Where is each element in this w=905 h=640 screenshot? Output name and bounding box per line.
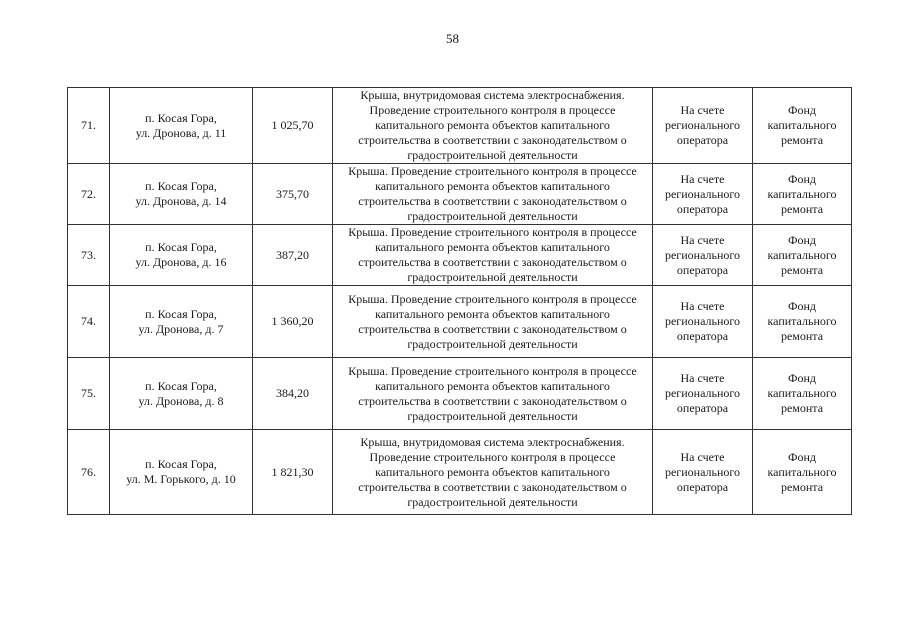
works-line: Крыша, внутридомовая система электроснабжения. — [360, 434, 625, 449]
works-line: Проведение строительного контроля в процессе — [369, 449, 616, 464]
works-line: строительства в соответствии с законодательством о — [358, 479, 627, 494]
account-cell — [653, 164, 753, 225]
source-line: Фонд — [787, 299, 816, 313]
account-line: На счете — [680, 171, 725, 186]
works-line: строительства в соответствии с законодательством о — [358, 393, 627, 408]
row-number: 75. — [68, 358, 110, 430]
account-line: регионального — [664, 247, 741, 262]
works-line: Проведение строительного контроля в процессе — [369, 103, 616, 117]
account-cell — [653, 286, 753, 358]
address-cell — [110, 225, 253, 286]
source-line: Фонд — [787, 449, 816, 464]
source-line: ремонта — [780, 479, 824, 494]
works-line: градостроительной деятельности — [407, 270, 578, 284]
table-row — [68, 358, 852, 430]
works-line: градостроительной деятельности — [407, 494, 578, 509]
settlement-line: п. Косая Гора, — [145, 457, 217, 471]
works-line: Крыша, внутридомовая система электроснабжения. — [360, 88, 625, 102]
street-line: ул. Дронова, д. 16 — [135, 255, 227, 269]
address-cell — [110, 286, 253, 358]
account-line: оператора — [676, 262, 729, 277]
table-row — [68, 286, 852, 358]
settlement-line: п. Косая Гора, — [145, 378, 217, 393]
address-cell — [110, 358, 253, 430]
works-line: градостроительной деятельности — [407, 209, 578, 223]
account-line: На счете — [680, 449, 725, 464]
account-line: регионального — [664, 118, 741, 132]
works-line: капитального ремонта объектов капитального — [375, 240, 610, 254]
account-line: На счете — [680, 103, 725, 117]
works-line: строительства в соответствии с законодательством о — [358, 133, 627, 147]
source-line: капитального — [767, 314, 837, 328]
page-number: 58 — [446, 31, 459, 46]
settlement-line: п. Косая Гора, — [145, 110, 217, 125]
funding-source-cell — [753, 88, 852, 164]
account-line: регионального — [664, 314, 741, 328]
repair-register-table — [67, 87, 852, 515]
area-cell: 1 360,20 — [253, 286, 333, 358]
source-line: Фонд — [787, 103, 816, 117]
row-number: 71. — [68, 88, 110, 164]
settlement-line: п. Косая Гора, — [145, 306, 217, 321]
source-line: ремонта — [780, 201, 824, 216]
funding-source-cell — [753, 286, 852, 358]
area-cell: 375,70 — [253, 164, 333, 225]
source-line: капитального — [767, 186, 837, 201]
account-cell — [653, 358, 753, 430]
works-cell — [333, 88, 653, 164]
works-line: строительства в соответствии с законодательством о — [358, 255, 627, 269]
works-line: капитального ремонта объектов капитального — [375, 378, 610, 393]
account-line: регионального — [664, 186, 741, 201]
account-line: На счете — [680, 232, 725, 247]
table-row — [68, 88, 852, 164]
works-cell — [333, 358, 653, 430]
source-line: капитального — [767, 118, 837, 132]
account-line: оператора — [676, 201, 729, 216]
account-line: оператора — [676, 479, 729, 494]
funding-source-cell — [753, 164, 852, 225]
funding-source-cell — [753, 225, 852, 286]
account-line: регионального — [664, 386, 741, 400]
settlement-line: п. Косая Гора, — [145, 179, 217, 193]
street-line: ул. Дронова, д. 8 — [138, 393, 224, 408]
row-number: 76. — [68, 430, 110, 515]
works-cell — [333, 164, 653, 225]
street-line: ул. Дронова, д. 14 — [135, 194, 227, 208]
account-line: На счете — [680, 371, 725, 385]
works-line: строительства в соответствии с законодательством о — [358, 194, 627, 208]
works-line: капитального ремонта объектов капитального — [375, 179, 610, 193]
works-cell — [333, 225, 653, 286]
works-cell — [333, 286, 653, 358]
area-cell: 1 025,70 — [253, 88, 333, 164]
account-cell — [653, 430, 753, 515]
area-cell: 387,20 — [253, 225, 333, 286]
works-line: капитального ремонта объектов капитального — [375, 118, 610, 132]
account-cell — [653, 88, 753, 164]
address-cell — [110, 164, 253, 225]
works-line: Крыша. Проведение строительного контроля в процессе — [348, 225, 637, 239]
account-line: регионального — [664, 464, 741, 479]
settlement-line: п. Косая Гора, — [145, 240, 217, 254]
works-line: строительства в соответствии с законодательством о — [358, 321, 627, 336]
funding-source-cell — [753, 358, 852, 430]
works-line: Крыша. Проведение строительного контроля в процессе — [348, 291, 637, 306]
works-line: Крыша. Проведение строительного контроля в процессе — [348, 164, 637, 178]
works-line: капитального ремонта объектов капитального — [375, 306, 610, 321]
address-cell — [110, 430, 253, 515]
account-line: оператора — [676, 329, 729, 343]
row-number: 74. — [68, 286, 110, 358]
account-line: оператора — [676, 401, 729, 415]
source-line: ремонта — [780, 133, 824, 147]
street-line: ул. М. Горького, д. 10 — [126, 472, 236, 486]
row-number: 73. — [68, 225, 110, 286]
source-line: ремонта — [780, 401, 824, 415]
table-row — [68, 164, 852, 225]
source-line: ремонта — [780, 329, 824, 343]
source-line: капитального — [767, 247, 837, 262]
source-line: капитального — [767, 386, 837, 400]
street-line: ул. Дронова, д. 7 — [138, 321, 224, 336]
funding-source-cell — [753, 430, 852, 515]
works-cell — [333, 430, 653, 515]
table-row — [68, 430, 852, 515]
table-body — [68, 88, 852, 515]
street-line: ул. Дронова, д. 11 — [135, 125, 227, 140]
account-line: На счете — [680, 299, 725, 313]
source-line: Фонд — [787, 371, 816, 385]
row-number: 72. — [68, 164, 110, 225]
works-line: градостроительной деятельности — [407, 148, 578, 162]
works-line: градостроительной деятельности — [407, 408, 578, 423]
source-line: Фонд — [787, 171, 816, 186]
works-line: градостроительной деятельности — [407, 336, 578, 351]
account-cell — [653, 225, 753, 286]
account-line: оператора — [676, 133, 729, 147]
works-line: Крыша. Проведение строительного контроля в процессе — [348, 363, 637, 378]
table-row — [68, 225, 852, 286]
area-cell: 1 821,30 — [253, 430, 333, 515]
area-cell: 384,20 — [253, 358, 333, 430]
source-line: капитального — [767, 464, 837, 479]
works-line: капитального ремонта объектов капитального — [375, 464, 610, 479]
source-line: Фонд — [787, 232, 816, 247]
source-line: ремонта — [780, 262, 824, 277]
address-cell — [110, 88, 253, 164]
